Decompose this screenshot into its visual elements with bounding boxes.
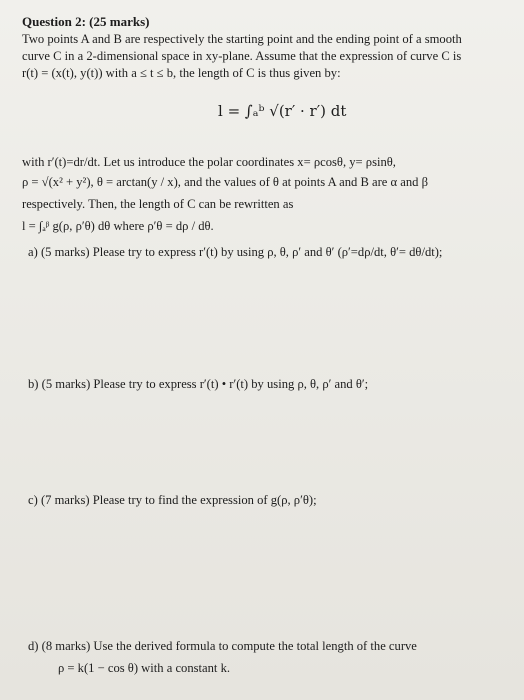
part-d	[28, 638, 417, 654]
part-a-label: a)	[28, 245, 38, 259]
part-d-text: (8 marks) Use the derived formula to compute the total length of the curve	[41, 639, 417, 653]
part-c	[28, 492, 317, 508]
length-equation: l = ∫ₐᵇ √(r′ · r′) dt	[218, 102, 347, 120]
part-a	[28, 244, 442, 260]
para2-line-1: with r′(t)=dr/dt. Let us introduce the polar coordinates x= ρcosθ, y= ρsinθ,	[22, 155, 396, 169]
part-d-label: d)	[28, 639, 39, 653]
part-b-text: (5 marks) Please try to express r′(t) • r′(t) by using ρ, θ, ρ′ and θ′;	[41, 377, 369, 391]
part-c-label: c)	[28, 493, 38, 507]
para2-line-2: ρ = √(x² + y²), θ = arctan(y / x), and the values of θ at points A and B are α and β	[22, 175, 429, 189]
para2-line-3: respectively. Then, the length of C can be rewritten as	[22, 197, 294, 211]
intro-line-3: r(t) = (x(t), y(t)) with a ≤ t ≤ b, the length of C is thus given by:	[22, 66, 341, 80]
part-a-text: (5 marks) Please try to express r′(t) by using ρ, θ, ρ′ and θ′ (ρ′=dρ/dt, θ′= dθ/dt);	[40, 245, 443, 259]
para2-line-4: l = ∫ₐᵝ g(ρ, ρ′θ) dθ where ρ′θ = dρ / dθ.	[22, 219, 214, 233]
part-b	[28, 376, 368, 392]
part-d-line-2: ρ = k(1 − cos θ) with a constant k.	[58, 661, 231, 675]
question-title: Question 2: (25 marks)	[22, 14, 150, 29]
part-c-text: (7 marks) Please try to find the expression of g(ρ, ρ′θ);	[40, 493, 317, 507]
intro-line-1: Two points A and B are respectively the starting point and the ending point of a smooth	[22, 32, 462, 46]
part-b-label: b)	[28, 377, 39, 391]
intro-line-2: curve C in a 2-dimensional space in xy-plane. Assume that the expression of curve C is	[22, 49, 462, 63]
